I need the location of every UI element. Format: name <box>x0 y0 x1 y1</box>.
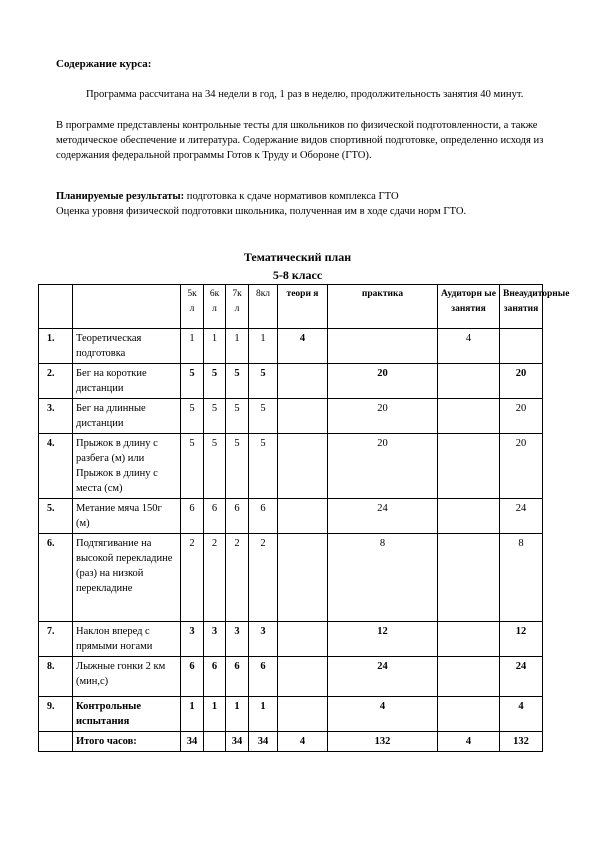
table-row <box>39 434 543 499</box>
cell-c7: 5 <box>226 434 249 499</box>
cell-theory: 4 <box>278 329 328 364</box>
cell-extra: 8 <box>500 534 543 622</box>
section-heading: Содержание курса: <box>56 58 152 70</box>
table-total-row <box>39 732 543 752</box>
cell-c7: 1 <box>226 329 249 364</box>
total-practice: 132 <box>328 732 438 752</box>
cell-c6: 3 <box>204 622 226 657</box>
cell-c8: 5 <box>249 399 278 434</box>
cell-c8: 1 <box>249 697 278 732</box>
table-row <box>39 329 543 364</box>
cell-c7: 6 <box>226 499 249 534</box>
cell-aud: 4 <box>438 329 500 364</box>
cell-practice: 4 <box>328 697 438 732</box>
row-number: 5. <box>39 499 73 534</box>
row-activity: Контрольные испытания <box>73 697 181 732</box>
cell-extra: 12 <box>500 622 543 657</box>
cell-extra: 20 <box>500 434 543 499</box>
cell-c6: 5 <box>204 399 226 434</box>
row-number: 4. <box>39 434 73 499</box>
cell-c6: 1 <box>204 329 226 364</box>
header-cell: 8кл <box>249 285 278 329</box>
cell-c8: 1 <box>249 329 278 364</box>
cell-c8: 6 <box>249 499 278 534</box>
cell-c5: 3 <box>181 622 204 657</box>
cell-theory <box>278 534 328 622</box>
header-cell: теори я <box>278 285 328 329</box>
total-c5: 34 <box>181 732 204 752</box>
cell-c5: 5 <box>181 399 204 434</box>
cell-c5: 5 <box>181 364 204 399</box>
total-c6 <box>204 732 226 752</box>
cell-aud <box>438 622 500 657</box>
cell-c8: 5 <box>249 364 278 399</box>
cell-c7: 5 <box>226 399 249 434</box>
row-activity: Метание мяча 150г (м) <box>73 499 181 534</box>
paragraph-duration: Программа рассчитана на 34 недели в год, 1 раз в неделю, продолжительность занятия 40 минут. <box>86 89 524 100</box>
row-number: 3. <box>39 399 73 434</box>
header-cell <box>39 285 73 329</box>
results-line2: Оценка уровня физической подготовки школьника, полученная им в ходе сдачи норм ГТО. <box>56 206 467 217</box>
total-empty-cell <box>39 732 73 752</box>
cell-c5: 1 <box>181 329 204 364</box>
paragraph-program: В программе представлены контрольные тесты для школьников по физической подготовленности, а также методическое обеспечение и литература. Содержание видов спортивной подготовке, определенно исходя из содержания федеральной программы Готов к Труду и Обороне (ГТО). <box>56 120 544 161</box>
cell-c8: 2 <box>249 534 278 622</box>
cell-extra: 24 <box>500 499 543 534</box>
cell-practice: 20 <box>328 399 438 434</box>
row-number: 7. <box>39 622 73 657</box>
cell-aud <box>438 364 500 399</box>
cell-extra: 24 <box>500 657 543 697</box>
cell-practice: 12 <box>328 622 438 657</box>
cell-c6: 5 <box>204 434 226 499</box>
cell-c7: 6 <box>226 657 249 697</box>
header-cell: 6к л <box>204 285 226 329</box>
cell-c6: 6 <box>204 499 226 534</box>
row-activity: Бег на длинные дистанции <box>73 399 181 434</box>
cell-c6: 1 <box>204 697 226 732</box>
cell-practice: 24 <box>328 657 438 697</box>
total-c7: 34 <box>226 732 249 752</box>
cell-theory <box>278 434 328 499</box>
cell-theory <box>278 697 328 732</box>
cell-c5: 6 <box>181 657 204 697</box>
cell-practice: 20 <box>328 364 438 399</box>
table-row <box>39 399 543 434</box>
cell-c8: 3 <box>249 622 278 657</box>
row-number: 9. <box>39 697 73 732</box>
cell-aud <box>438 697 500 732</box>
cell-c6: 5 <box>204 364 226 399</box>
total-label: Итого часов: <box>73 732 181 752</box>
cell-c5: 2 <box>181 534 204 622</box>
row-activity: Лыжные гонки 2 км (мин,с) <box>73 657 181 697</box>
cell-theory <box>278 364 328 399</box>
cell-theory <box>278 399 328 434</box>
header-cell: Аудиторн ые занятия <box>438 285 500 329</box>
cell-c6: 6 <box>204 657 226 697</box>
row-number: 2. <box>39 364 73 399</box>
cell-c8: 5 <box>249 434 278 499</box>
total-c8: 34 <box>249 732 278 752</box>
results-label: Планируемые результаты: <box>56 191 185 202</box>
total-theory: 4 <box>278 732 328 752</box>
thematic-plan-table <box>38 284 570 752</box>
cell-c5: 6 <box>181 499 204 534</box>
row-number: 8. <box>39 657 73 697</box>
row-number: 1. <box>39 329 73 364</box>
cell-aud <box>438 499 500 534</box>
header-cell: 7к л <box>226 285 249 329</box>
cell-aud <box>438 534 500 622</box>
row-activity: Подтягивание на высокой перекладине (раз) на низкой перекладине <box>73 534 181 622</box>
table-row <box>39 499 543 534</box>
cell-c7: 2 <box>226 534 249 622</box>
cell-theory <box>278 499 328 534</box>
header-cell: 5к л <box>181 285 204 329</box>
total-extra: 132 <box>500 732 543 752</box>
header-cell: практика <box>328 285 438 329</box>
cell-c5: 5 <box>181 434 204 499</box>
table-row <box>39 534 543 622</box>
table-row <box>39 697 543 732</box>
table-row <box>39 622 543 657</box>
header-cell: Внеаудиторные занятия <box>500 285 543 329</box>
cell-extra: 20 <box>500 364 543 399</box>
cell-c8: 6 <box>249 657 278 697</box>
cell-practice <box>328 329 438 364</box>
header-cell <box>73 285 181 329</box>
cell-practice: 24 <box>328 499 438 534</box>
table-row <box>39 657 543 697</box>
row-activity: Теоретическая подготовка <box>73 329 181 364</box>
paragraph-results <box>56 189 544 219</box>
row-activity: Наклон вперед с прямыми ногами <box>73 622 181 657</box>
cell-practice: 20 <box>328 434 438 499</box>
cell-theory <box>278 657 328 697</box>
cell-c5: 1 <box>181 697 204 732</box>
cell-c7: 3 <box>226 622 249 657</box>
results-text: подготовка к сдаче нормативов комплекса ГТО <box>184 191 399 202</box>
cell-practice: 8 <box>328 534 438 622</box>
cell-theory <box>278 622 328 657</box>
row-activity: Бег на короткие дистанции <box>73 364 181 399</box>
row-activity: Прыжок в длину с разбега (м) или Прыжок в длину с места (см) <box>73 434 181 499</box>
cell-extra <box>500 329 543 364</box>
plan-title: Тематический план <box>243 250 352 264</box>
cell-aud <box>438 399 500 434</box>
cell-aud <box>438 657 500 697</box>
table-header-row <box>39 285 543 329</box>
total-aud: 4 <box>438 732 500 752</box>
cell-c6: 2 <box>204 534 226 622</box>
table-row <box>39 364 543 399</box>
cell-c7: 1 <box>226 697 249 732</box>
cell-aud <box>438 434 500 499</box>
plan-subtitle: 5-8 класс <box>272 268 323 282</box>
cell-c7: 5 <box>226 364 249 399</box>
cell-extra: 20 <box>500 399 543 434</box>
row-number: 6. <box>39 534 73 622</box>
cell-extra: 4 <box>500 697 543 732</box>
